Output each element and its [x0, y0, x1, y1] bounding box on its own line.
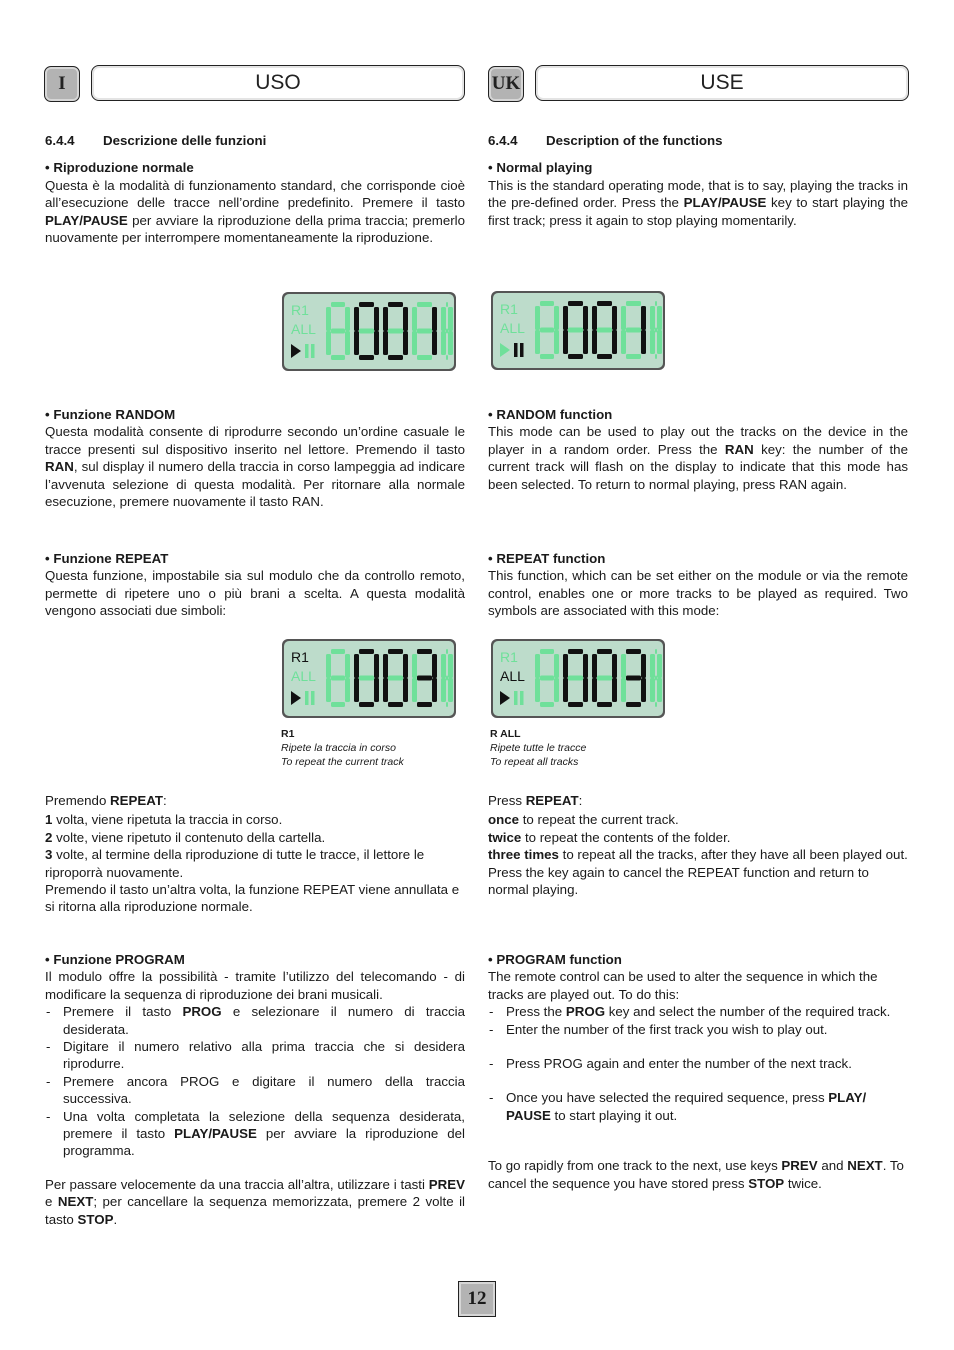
lcd-segment [441, 654, 446, 678]
lcd-segment [412, 331, 417, 355]
repeat-heading: • REPEAT function [488, 551, 606, 566]
lcd-segment [403, 678, 408, 702]
lcd-segment [403, 307, 408, 331]
lcd-segment [345, 654, 350, 678]
random-heading: • Funzione RANDOM [45, 407, 176, 422]
lcd-segment [359, 302, 374, 307]
lcd-segment [641, 654, 646, 678]
normal-playing-text: This is the standard operating mode, that is to say, playing the tracks in the pre-defined order. Press the PLAY/PAUSE key to start playing the first track; press it again to stop playing momentarily. [488, 177, 908, 228]
lcd-segment [331, 676, 345, 681]
lcd-segment [432, 307, 437, 331]
lcd-segment [554, 306, 559, 330]
lcd-segment [441, 678, 446, 702]
lcd-segment [383, 654, 388, 678]
lcd-segment [359, 329, 374, 334]
lcd-segment [597, 649, 612, 654]
lcd-segment [621, 330, 626, 354]
english-random-block [488, 406, 908, 493]
lcd-segment [374, 307, 379, 331]
english-section-title: USE [535, 65, 909, 101]
lcd-segment [388, 302, 403, 307]
repeat-step-2: 2 volte, viene ripetuto il contenuto della cartella. [45, 829, 326, 845]
lcd-segment [331, 329, 345, 334]
program-step-1: - Press the PROG key and select the number of the required track. [488, 1003, 908, 1020]
lcd-segment [592, 306, 597, 330]
lcd-segment [641, 678, 646, 702]
program-step-3: - Press PROG again and enter the number of the next track. [488, 1055, 908, 1072]
lcd-segment [403, 654, 408, 678]
lcd-segment [626, 649, 641, 654]
lcd-segment [417, 302, 432, 307]
lcd-segment [568, 702, 583, 707]
italian-random-block [45, 406, 465, 510]
lcd-segment [655, 702, 657, 707]
lcd-segment [331, 649, 345, 654]
lcd-segment [535, 306, 540, 330]
lcd-segment [583, 306, 588, 330]
lcd-segment [331, 355, 345, 360]
italian-language-badge: I [44, 66, 80, 102]
lcd-segment [417, 355, 432, 360]
italian-repeat-block [45, 550, 465, 620]
random-heading: • RANDOM function [488, 407, 613, 422]
repeat-text: Questa funzione, impostabile sia sul modulo che da controllo remoto, permette di ripetere uno o più brani a scelta. A questa modalità vengono associati due simboli: [45, 568, 465, 619]
program-step-1: - Premere il tasto PROG e selezionare il numero di traccia desiderata. [45, 1003, 465, 1038]
section-number: 6.4.4 [488, 133, 518, 148]
lcd-segment [650, 678, 655, 702]
italian-program-block [45, 951, 465, 1228]
lcd-segment [354, 678, 359, 702]
pause-icon [305, 344, 309, 358]
lcd-segment [621, 306, 626, 330]
lcd-segment [412, 654, 417, 678]
lcd-segment [417, 676, 432, 681]
lcd-segment [568, 328, 583, 333]
lcd-segment [657, 678, 662, 702]
lcd-segment [432, 654, 437, 678]
lcd-segment [540, 328, 554, 333]
lcd-segment [359, 702, 374, 707]
english-repeat-block [488, 550, 908, 620]
lcd-segment [412, 307, 417, 331]
lcd-segment [535, 654, 540, 678]
lcd-segment [446, 702, 448, 707]
lcd-segment [554, 654, 559, 678]
lcd-segment [626, 354, 641, 359]
lcd-segment [388, 649, 403, 654]
lcd-segment [448, 678, 453, 702]
lcd-segment [388, 676, 403, 681]
lcd-segment [359, 649, 374, 654]
lcd-segment [650, 654, 655, 678]
section-number: 6.4.4 [45, 133, 75, 148]
lcd-segment [655, 328, 657, 333]
lcd-segment [612, 306, 617, 330]
uk-language-badge: UK [488, 66, 524, 102]
random-text: Questa modalità consente di riprodurre secondo un’ordine casuale le tracce presenti sul dispositivo inserito nel lettore. Premendo il tasto RAN, sul display il numero della traccia in corso lampeggia ad indicare l’avvenuta selezione di questa modalità. Per ritornare alla normale esecuzione, premere nuovamente il tasto RAN. [45, 424, 465, 510]
lcd-segment [417, 702, 432, 707]
lcd-segment [354, 654, 359, 678]
lcd-segment [326, 331, 331, 355]
random-text: This mode can be used to play out the tracks on the device in the player in a random order. Press the RAN key: the number of the current track will flash on the display to indicate that this mode has been selected. To return to normal playing, press RAN again. [488, 424, 908, 492]
repeat-step-1: 1 volta, viene ripetuta la traccia in corso. [45, 812, 283, 828]
repeat-press-line: Press REPEAT: [488, 793, 583, 808]
page-number: 12 [458, 1281, 496, 1317]
lcd-all-indicator: ALL [291, 321, 316, 337]
repeat-cancel: Premendo il tasto un’altra volta, la funzione REPEAT viene annullata e si ritorna alla riproduzione normale. [45, 882, 460, 915]
lcd-segment [592, 678, 597, 702]
lcd-segment [446, 329, 448, 334]
lcd-segment [354, 331, 359, 355]
lcd-segment [563, 678, 568, 702]
lcd-segment [563, 330, 568, 354]
lcd-segment [540, 354, 554, 359]
program-step-2: - Digitare il numero relativo alla prima traccia che si desidera riprodurre. [45, 1038, 465, 1073]
lcd-all-indicator: ALL [291, 668, 316, 684]
lcd-segment [597, 354, 612, 359]
normal-playing-heading: • Normal playing [488, 160, 593, 176]
lcd-segment [657, 330, 662, 354]
pause-icon [305, 691, 309, 705]
lcd-segment [403, 331, 408, 355]
repeat-one-caption: R1 Ripete la traccia in corso To repeat the current track [281, 728, 404, 768]
pause-icon [520, 343, 524, 357]
pause-icon [514, 691, 518, 705]
lcd-segment [554, 330, 559, 354]
english-intro-block [488, 132, 908, 229]
lcd-segment [583, 654, 588, 678]
repeat-step-3: three times to repeat all the tracks, after they have all been played out. [488, 847, 908, 863]
lcd-segment [383, 331, 388, 355]
lcd-segment [446, 302, 448, 307]
lcd-segment [583, 330, 588, 354]
lcd-segment [655, 649, 657, 654]
lcd-segment [583, 678, 588, 702]
lcd-segment [568, 301, 583, 306]
lcd-segment [655, 354, 657, 359]
lcd-segment [432, 678, 437, 702]
lcd-segment [331, 702, 345, 707]
lcd-segment [432, 331, 437, 355]
repeat-text: This function, which can be set either on the module or via the remote control, enables one or more tracks to be played as required. Two symbols are associated with this mode: [488, 568, 908, 619]
english-program-block [488, 951, 908, 1192]
program-heading: • PROGRAM function [488, 952, 622, 967]
normal-playing-heading: • Riproduzione normale [45, 160, 194, 176]
lcd-segment [568, 354, 583, 359]
lcd-segment [563, 306, 568, 330]
lcd-r1-indicator: R1 [291, 649, 309, 665]
lcd-segment [446, 676, 448, 681]
lcd-segment [597, 702, 612, 707]
repeat-step-3: 3 volte, al termine della riproduzione di tutte le tracce, il lettore le riproporrà nuovamente. [45, 847, 425, 880]
lcd-segment [568, 649, 583, 654]
lcd-segment [448, 331, 453, 355]
lcd-segment [540, 649, 554, 654]
program-heading: • Funzione PROGRAM [45, 952, 185, 967]
lcd-segment [554, 678, 559, 702]
lcd-segment [650, 306, 655, 330]
english-repeat-steps [488, 792, 908, 898]
program-intro: Il modulo offre la possibilità - tramite l’utilizzo del telecomando - di modificare la sequenza di riproduzione dei brani musicali. [45, 969, 465, 1002]
lcd-segment [388, 702, 403, 707]
lcd-segment [568, 676, 583, 681]
pause-icon [311, 344, 315, 358]
lcd-all-indicator: ALL [500, 320, 525, 336]
lcd-segment [374, 654, 379, 678]
lcd-segment [326, 654, 331, 678]
italian-section-heading [45, 132, 465, 149]
lcd-segment [345, 331, 350, 355]
lcd-segment [621, 654, 626, 678]
repeat-press-line: Premendo REPEAT: [45, 793, 167, 808]
italian-intro-block [45, 132, 465, 246]
lcd-segment [626, 702, 641, 707]
lcd-segment [383, 307, 388, 331]
program-step-4: - Once you have selected the required sequence, press PLAY/ PAUSE to start playing it out. [488, 1089, 908, 1124]
lcd-segment [448, 307, 453, 331]
lcd-segment [592, 330, 597, 354]
repeat-step-1: once to repeat the current track. [488, 812, 679, 828]
program-footer: To go rapidly from one track to the next, use keys PREV and NEXT. To cancel the sequence you have stored press STOP twice. [488, 1158, 904, 1191]
lcd-segment [417, 649, 432, 654]
lcd-segment [359, 676, 374, 681]
program-footer: Per passare velocemente da una traccia all’altra, utilizzare i tasti PREV e NEXT; per cancellare la sequenza memorizzata, premere 2 volte il tasto STOP. [45, 1176, 465, 1227]
lcd-segment [359, 355, 374, 360]
lcd-segment [412, 678, 417, 702]
lcd-segment [446, 355, 448, 360]
lcd-segment [612, 330, 617, 354]
repeat-all-caption: R ALL Ripete tutte le tracce To repeat all tracks [490, 728, 587, 768]
lcd-segment [540, 676, 554, 681]
lcd-r1-indicator: R1 [291, 302, 309, 318]
lcd-segment [657, 654, 662, 678]
lcd-segment [535, 678, 540, 702]
lcd-segment [626, 676, 641, 681]
lcd-segment [655, 301, 657, 306]
repeat-heading: • Funzione REPEAT [45, 551, 169, 566]
lcd-segment [448, 654, 453, 678]
lcd-segment [626, 328, 641, 333]
lcd-segment [441, 307, 446, 331]
lcd-display-repeat-all [490, 638, 666, 719]
repeat-step-2: twice to repeat the contents of the folder. [488, 829, 731, 845]
italian-repeat-steps [45, 792, 465, 916]
program-step-3: - Premere ancora PROG e digitare il numero della traccia successiva. [45, 1073, 465, 1108]
lcd-segment [388, 329, 403, 334]
english-section-heading [488, 132, 908, 149]
lcd-segment [354, 307, 359, 331]
section-title: Description of the functions [546, 133, 723, 148]
program-step-2: - Enter the number of the first track you wish to play out. [488, 1021, 908, 1038]
lcd-segment [612, 678, 617, 702]
lcd-display-play [281, 291, 457, 372]
repeat-cancel: Press the key again to cancel the REPEAT function and return to normal playing. [488, 864, 869, 898]
lcd-segment [641, 330, 646, 354]
lcd-r1-indicator: R1 [500, 649, 518, 665]
lcd-segment [417, 329, 432, 334]
lcd-segment [592, 654, 597, 678]
lcd-r1-indicator: R1 [500, 301, 518, 317]
lcd-segment [374, 678, 379, 702]
lcd-segment [345, 678, 350, 702]
section-title: Descrizione delle funzioni [103, 133, 267, 148]
lcd-segment [331, 302, 345, 307]
lcd-segment [540, 702, 554, 707]
pause-icon [311, 691, 315, 705]
lcd-segment [535, 330, 540, 354]
program-step-4: - Una volta completata la selezione della sequenza desiderata, premere il tasto PLAY/PAUSE per avviare la riproduzione del programma. [45, 1108, 465, 1160]
pause-icon [514, 343, 518, 357]
lcd-segment [626, 301, 641, 306]
lcd-segment [540, 301, 554, 306]
lcd-segment [326, 307, 331, 331]
program-intro: The remote control can be used to alter the sequence in which the tracks are played out. To do this: [488, 969, 878, 1002]
lcd-segment [446, 649, 448, 654]
normal-playing-text: Questa è la modalità di funzionamento standard, che corrisponde cioè all’esecuzione delle tracce nell’ordine predefinito. Premere il tasto PLAY/PAUSE per avviare la riproduzione della prima traccia; premerlo nuovamente per interrompere momentaneamente la riproduzione. [45, 177, 465, 246]
lcd-segment [641, 306, 646, 330]
lcd-segment [345, 307, 350, 331]
lcd-segment [621, 678, 626, 702]
lcd-segment [388, 355, 403, 360]
lcd-all-indicator: ALL [500, 668, 525, 684]
lcd-segment [597, 676, 612, 681]
pause-icon [520, 691, 524, 705]
lcd-segment [326, 678, 331, 702]
lcd-segment [612, 654, 617, 678]
lcd-segment [374, 331, 379, 355]
lcd-segment [563, 654, 568, 678]
lcd-display-repeat-one [281, 638, 457, 719]
lcd-segment [655, 676, 657, 681]
lcd-display-pause [490, 290, 666, 371]
lcd-segment [383, 678, 388, 702]
lcd-segment [597, 328, 612, 333]
lcd-segment [657, 306, 662, 330]
lcd-segment [597, 301, 612, 306]
italian-section-title: USO [91, 65, 465, 101]
lcd-segment [650, 330, 655, 354]
lcd-segment [441, 331, 446, 355]
